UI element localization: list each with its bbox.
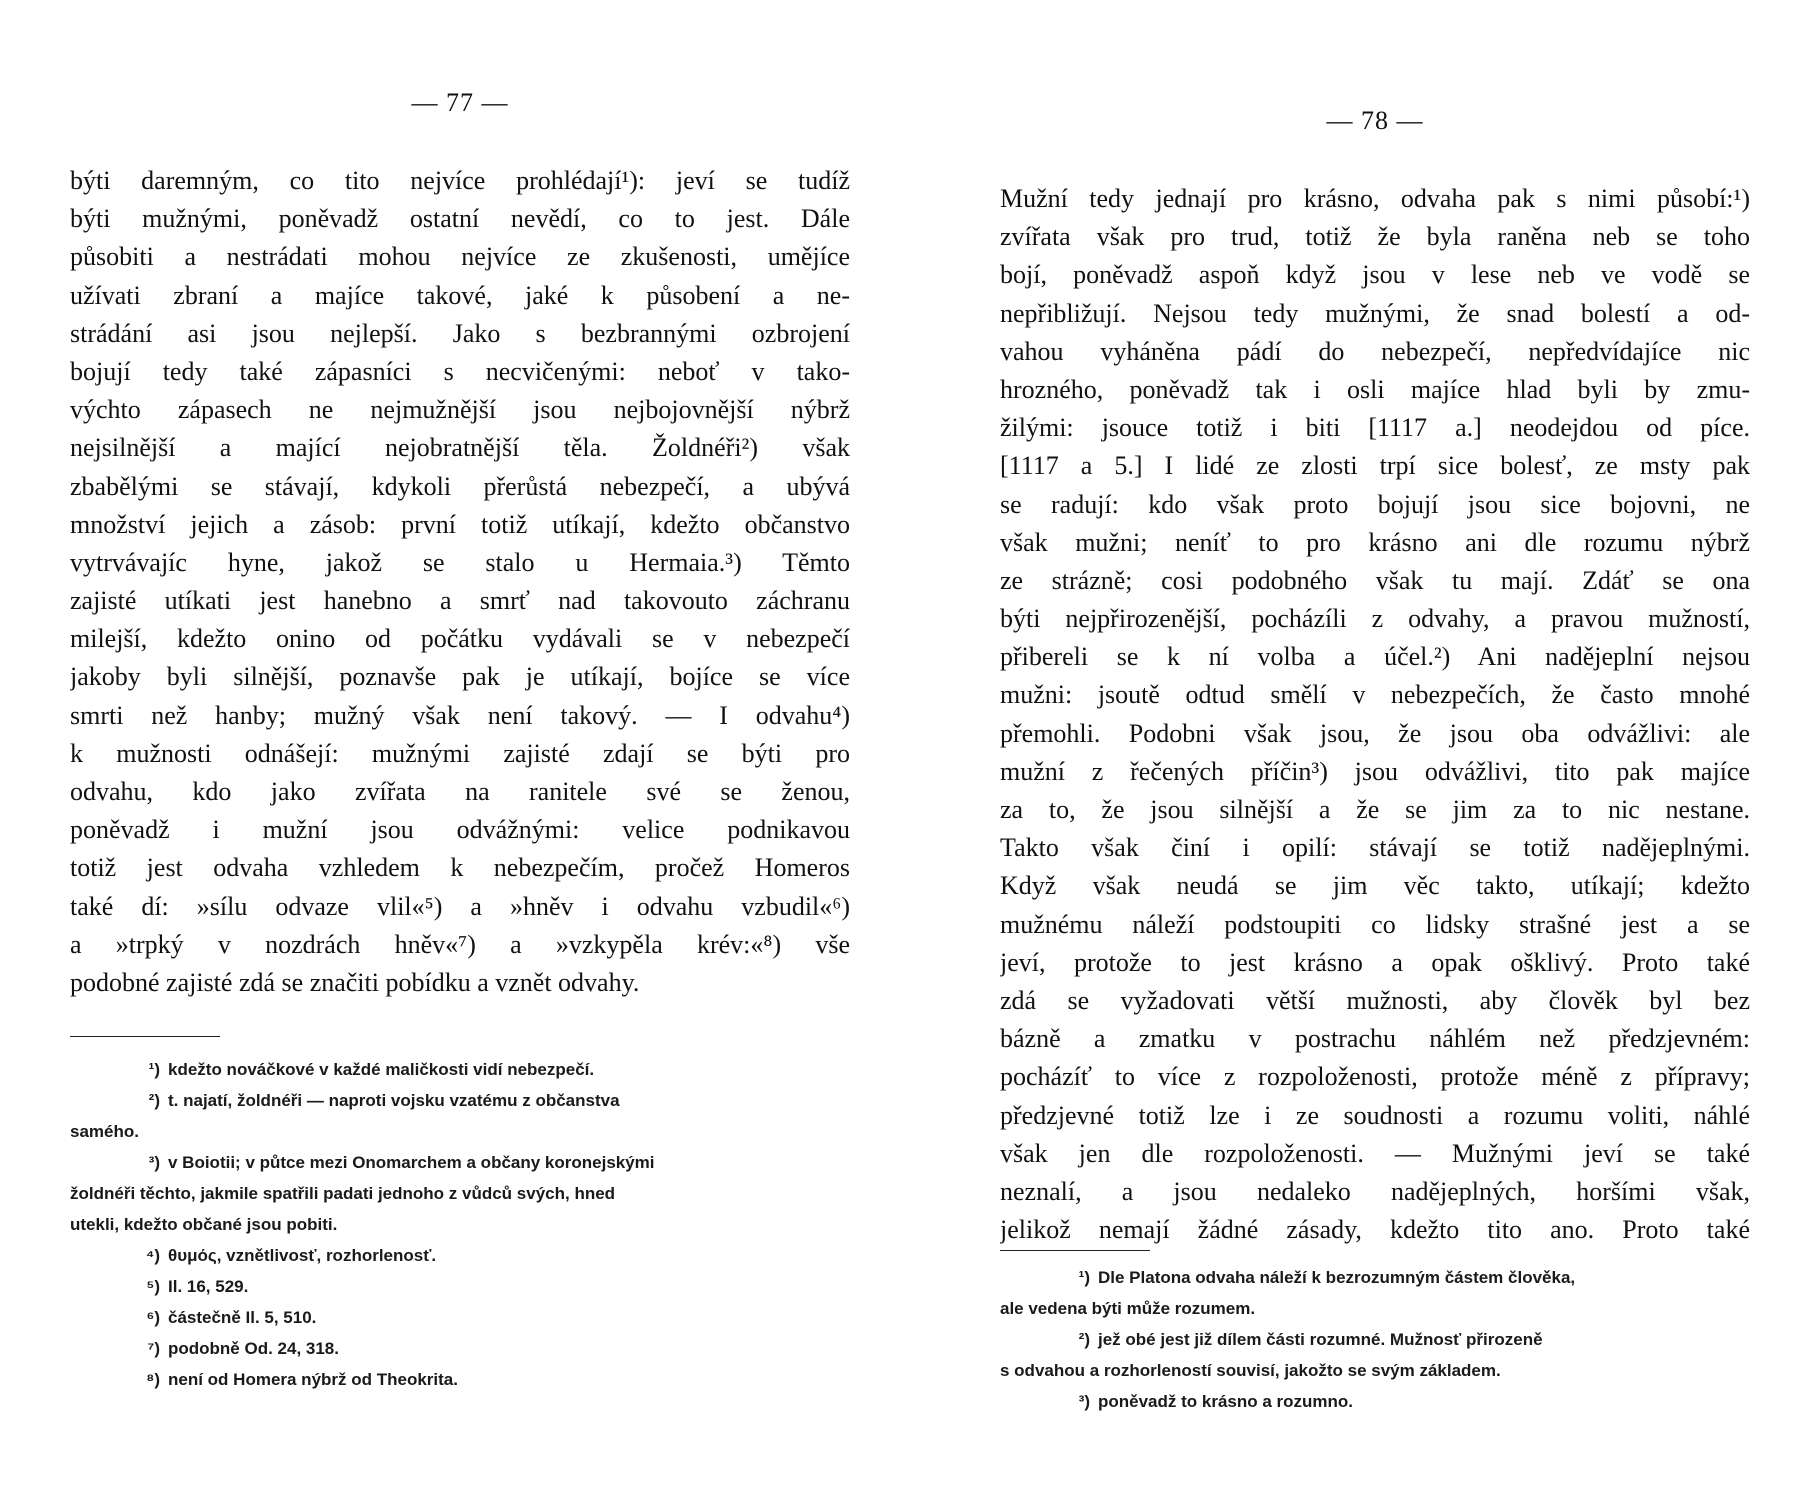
text-line: zajisté utíkati jest hanebno a smrť nad takovouto záchranu bbox=[70, 586, 850, 616]
text-line: Takto však činí i opilí: stávají se totiž nadějeplnými. bbox=[1000, 833, 1750, 863]
text-line: hrozného, poněvadž tak i osli majíce hlad byli by zmu- bbox=[1000, 374, 1750, 404]
text-line: zvířata však pro trud, totiž že byla raněna neb se toho bbox=[1000, 222, 1750, 252]
text-line: ze strázně; cosi podobného však tu mají. Zdáť se ona bbox=[1000, 565, 1750, 595]
footnote: ⁴) θυμός, vznětlivosť, rozhorlenosť. bbox=[145, 1246, 437, 1265]
text-line: [1117 a 5.] I lidé ze zlosti trpí sice bolesť, ze msty pak bbox=[1000, 451, 1750, 481]
text-line: Mužní tedy jednají pro krásno, odvaha pak s nimi působí:¹) bbox=[1000, 184, 1750, 213]
text-line: jeví, protože to jest krásno a opak ošklivý. Proto také bbox=[1000, 947, 1750, 977]
text-line: mužní z řečených příčin³) jsou odvážlivi, tito pak majíce bbox=[1000, 756, 1750, 786]
text-line: strádání asi jsou nejlepší. Jako s bezbrannými ozbrojení bbox=[70, 318, 850, 348]
text-line: podobné zajisté zdá se značiti pobídku a vznět odvahy. bbox=[70, 967, 640, 997]
footnote: ¹) kdežto nováčkové v každé maličkosti vidí nebezpečí. bbox=[148, 1060, 595, 1079]
text-line: bázně a zmatku v postrachu náhlém než předzjevném: bbox=[1000, 1024, 1750, 1054]
text-line: působiti a nestrádati mohou nejvíce ze zkušenosti, umějíce bbox=[70, 242, 850, 272]
footnote: ⁶) částečně Il. 5, 510. bbox=[146, 1308, 317, 1327]
footnote-divider bbox=[1000, 1250, 1150, 1251]
text-line: zdá se vyžadovati větší mužnosti, aby člověk byl bez bbox=[1000, 985, 1750, 1015]
text-line: množství jejich a zásob: první totiž utíkají, kdežto občanstvo bbox=[70, 509, 850, 539]
text-line: milejší, kdežto onino od počátku vydávali se v nebezpečí bbox=[70, 624, 850, 654]
text-line: za to, že jsou silnější a že se jim za to nic nestane. bbox=[1000, 795, 1750, 824]
text-line: však jen dle rozpoloženosti. — Mužnými jeví se také bbox=[1000, 1138, 1750, 1168]
text-line: jelikož nemají žádné zásady, kdežto tito ano. Proto také bbox=[1000, 1215, 1750, 1245]
text-line: k mužnosti odnášejí: mužnými zajisté zdají se býti pro bbox=[70, 738, 850, 768]
body-text bbox=[1000, 180, 1750, 1249]
footnote: ³) poněvadž to krásno a rozumno. bbox=[1078, 1392, 1354, 1411]
text-line: také dí: »sílu odvaze vlil«⁵) a »hněv i odvahu vzbudil«⁶) bbox=[70, 891, 850, 921]
text-line: užívati zbraní a majíce takové, jaké k působení a ne- bbox=[70, 280, 850, 310]
text-line: výchto zápasech ne nejmužnější jsou nejbojovnější nýbrž bbox=[70, 395, 850, 425]
text-line: bojí, poněvadž aspoň když jsou v lese neb ve vodě se bbox=[1000, 260, 1750, 290]
text-line: býti nejpřirozenější, pocházíli z odvahy, a pravou mužností, bbox=[1000, 604, 1750, 634]
text-line: býti daremným, co tito nejvíce prohlédají¹): jeví se tudíž bbox=[70, 166, 850, 195]
footnote: ⁵) Il. 16, 529. bbox=[146, 1277, 249, 1296]
footnote: ⁷) podobně Od. 24, 318. bbox=[147, 1339, 339, 1358]
text-line: odvahu, kdo jako zvířata na ranitele své se ženou, bbox=[70, 777, 850, 806]
text-line: se radují: kdo však proto bojují jsou sice bojovni, ne bbox=[1000, 489, 1750, 519]
footnotes bbox=[70, 1054, 850, 1395]
text-line: mužnému náleží podstoupiti co lidsky strašné jest a se bbox=[1000, 909, 1750, 939]
text-line: nejsilnější a mající nejobratnější těla. Žoldnéři²) však bbox=[70, 433, 850, 463]
text-line: mužni: jsoutě odtud smělí v nebezpečích, že často mnohé bbox=[1000, 680, 1750, 710]
page-number: — 78 — bbox=[1326, 106, 1424, 135]
footnote: ²) jež obé jest již dílem části rozumné. Mužnosť přirozeně s odvahou a rozhorleností souvisí, jakožto se svým základem. bbox=[1000, 1330, 1543, 1380]
left-page bbox=[70, 0, 850, 1500]
text-line: totiž jest odvaha vzhledem k nebezpečím, pročež Homeros bbox=[70, 853, 850, 883]
text-line: však mužni; neníť to pro krásno ani dle rozumu nýbrž bbox=[1000, 527, 1750, 557]
text-line: Když však neudá se jim věc takto, utíkají; kdežto bbox=[1000, 871, 1750, 901]
text-line: jakoby byli silnější, poznavše pak je utíkají, bojíce se více bbox=[70, 662, 850, 692]
footnote-divider bbox=[70, 1036, 220, 1037]
page-number: — 77 — bbox=[411, 88, 509, 117]
footnote: ²) t. najatí, žoldnéři — naproti vojsku vzatému z občanstva samého. bbox=[70, 1091, 620, 1141]
text-line: bojují tedy také zápasníci s necvičenými: neboť v tako- bbox=[70, 356, 850, 386]
right-page bbox=[1000, 0, 1750, 1500]
text-line: a »trpký v nozdrách hněv«⁷) a »vzkypěla krév:«⁸) vše bbox=[70, 929, 850, 959]
text-line: neznalí, a jsou nedaleko nadějeplných, horšími však, bbox=[1000, 1176, 1750, 1206]
text-line: vahou vyháněna pádí do nebezpečí, nepředvídajíce nic bbox=[1000, 336, 1750, 366]
body-text bbox=[70, 162, 850, 1002]
footnote: ¹) Dle Platona odvaha náleží k bezrozumným částem člověka, ale vedena býti může rozumem. bbox=[1000, 1268, 1576, 1318]
text-line: vytrvávajíc hyne, jakož se stalo u Hermaia.³) Těmto bbox=[70, 547, 850, 577]
text-line: býti mužnými, poněvadž ostatní nevědí, co to jest. Dále bbox=[70, 204, 850, 234]
text-line: nepřibližují. Nejsou tedy mužnými, že snad bolestí a od- bbox=[1000, 298, 1750, 328]
text-line: zbabělými se stávají, kdykoli přerůstá nebezpečí, a ubývá bbox=[70, 471, 850, 501]
footnote: ³) v Boiotii; v půtce mezi Onomarchem a občany koronejskými žoldnéři těchto, jakmile spatřili padati jednoho z vůdců svých, hned utekli, kdežto občané jsou pobiti. bbox=[70, 1153, 655, 1234]
text-line: smrti než hanby; mužný však není takový. — I odvahu⁴) bbox=[70, 700, 850, 730]
footnotes bbox=[1000, 1262, 1750, 1417]
footnote: ⁸) není od Homera nýbrž od Theokrita. bbox=[146, 1370, 458, 1389]
text-line: přemohli. Podobni však jsou, že jsou oba odvážlivi: ale bbox=[1000, 718, 1750, 748]
text-line: předzjevné totiž lze i ze soudnosti a rozumu voliti, náhlé bbox=[1000, 1100, 1750, 1130]
text-line: pocházíť to více z rozpoloženosti, protože méně z přípravy; bbox=[1000, 1062, 1750, 1092]
text-line: přibereli se k ní volba a účel.²) Ani nadějeplní nejsou bbox=[1000, 642, 1750, 672]
text-line: poněvadž i mužní jsou odvážnými: velice podnikavou bbox=[70, 815, 850, 845]
text-line: žilými: jsouce totiž i biti [1117 a.] neodejdou od píce. bbox=[1000, 413, 1750, 443]
